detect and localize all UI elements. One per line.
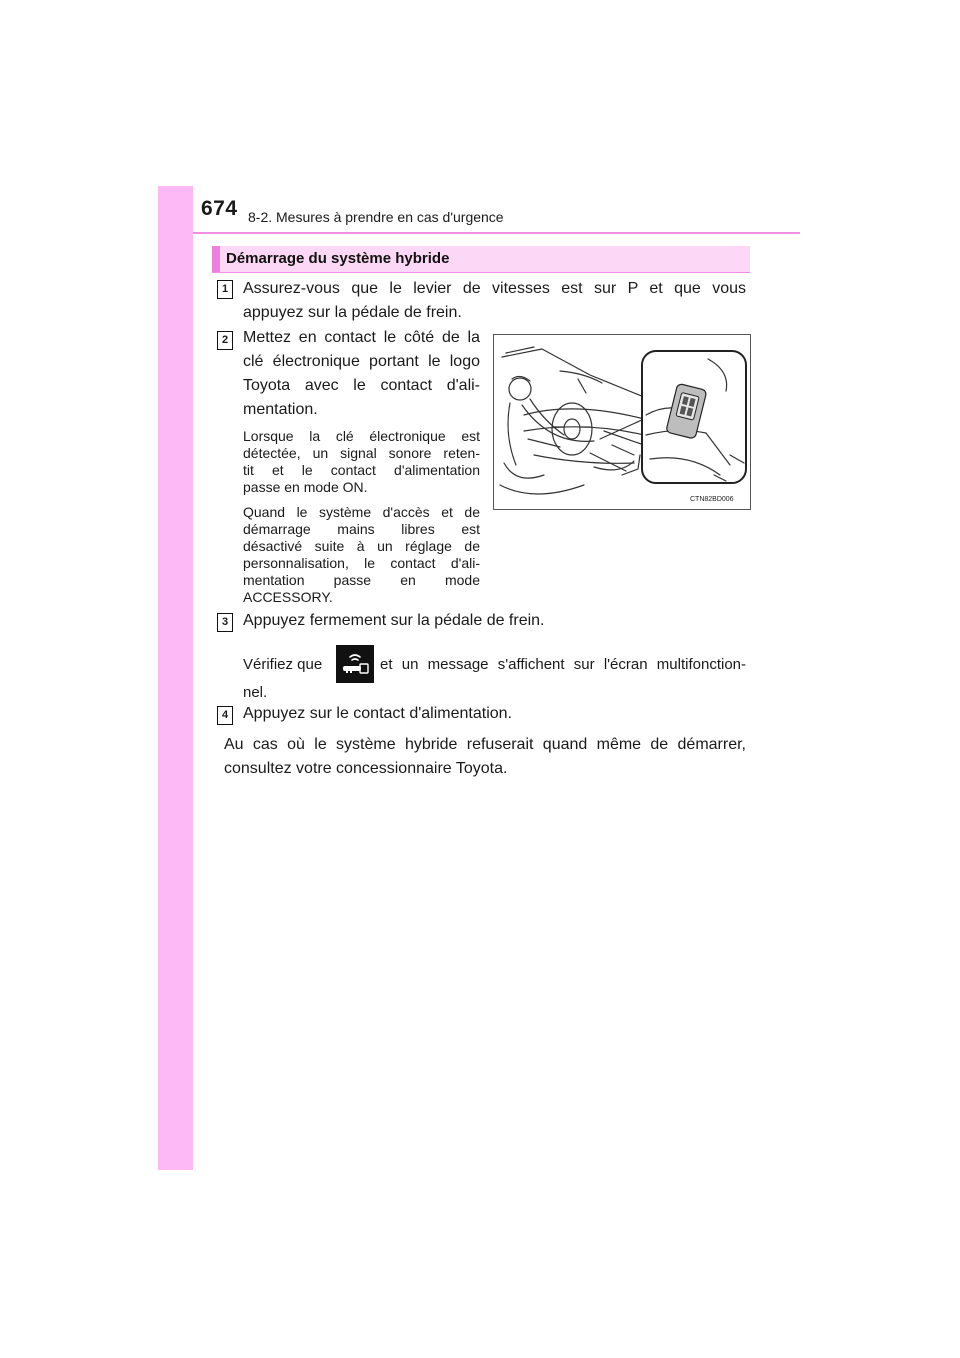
note-3-end: nel. [243,684,268,701]
step-1-line-2: appuyez sur la pédale de frein. [243,304,462,321]
side-tab-band [158,186,193,1170]
step-2-line-3: Toyota avec le contact d'ali- [243,377,480,394]
note-2b-line-3: désactivé suite à un réglage de [243,538,480,554]
note-2a-line-2: détectée, un signal sonore reten- [243,445,480,461]
step-3-line-1: Appuyez fermement sur la pédale de frein. [243,612,545,629]
step-1-line-1: Assurez-vous que le levier de vitesses est sur P et que vous [243,280,746,297]
step-2-line-2: clé électronique portant le logo [243,353,480,370]
step-number-1: 1 [217,280,233,299]
note-2b-line-2: démarrage mains libres est [243,521,480,537]
illustration-drawing [494,335,750,509]
note-3-after-icon: et un message s'affichent sur l'écran multifonction- [380,656,746,673]
note-2a-line-4: passe en mode ON. [243,479,368,495]
note-2b-line-1: Quand le système d'accès et de [243,504,480,520]
step-number-3: 3 [217,613,233,632]
title-accent [212,246,220,272]
closing-line-2: consultez votre concessionnaire Toyota. [224,760,508,777]
step-2-line-1: Mettez en contact le côté de la [243,329,480,346]
closing-line-1: Au cas où le système hybride refuserait quand même de démarrer, [224,736,746,753]
step-4-line-1: Appuyez sur le contact d'alimentation. [243,705,512,722]
note-2b-line-5: mentation passe en mode [243,572,480,588]
note-2a-line-1: Lorsque la clé électronique est [243,428,480,444]
step-number-4: 4 [217,706,233,725]
smart-key-indicator-icon [336,645,374,683]
header-rule [193,232,800,234]
section-header: 8-2. Mesures à prendre en cas d'urgence [248,209,504,225]
note-2b-line-4: personnalisation, le contact d'ali- [243,555,480,571]
section-title: Démarrage du système hybride [226,250,450,267]
step-2-line-4: mentation. [243,401,318,418]
note-2a-line-3: tit et le contact d'alimentation [243,462,480,478]
page-number: 674 [201,197,238,220]
step-number-2: 2 [217,331,233,350]
note-2b-line-6: ACCESSORY. [243,589,333,605]
title-bar [212,246,750,273]
note-3-before-icon: Vérifiez que [243,656,323,673]
illustration-key-on-power-switch [493,334,751,510]
illustration-code: CTN82BD006 [690,496,734,503]
